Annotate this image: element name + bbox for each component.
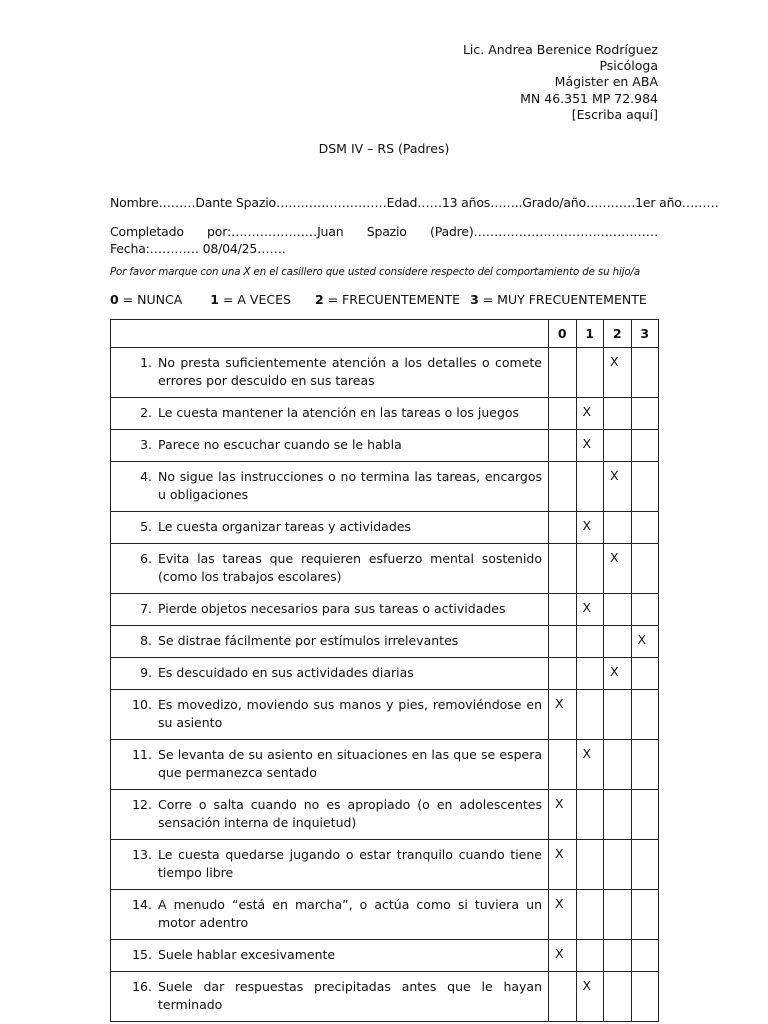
rating-cell-2[interactable] [604, 972, 632, 1022]
question-cell [111, 790, 549, 840]
table-row [111, 890, 659, 940]
rating-cell-0[interactable] [549, 840, 577, 890]
rating-cell-0[interactable] [549, 940, 577, 972]
rating-cell-2[interactable] [604, 544, 632, 594]
rating-cell-3[interactable] [631, 658, 659, 690]
table-row [111, 658, 659, 690]
table-row [111, 840, 659, 890]
completed-by-line: Completado por:…………………Juan Spazio (Padre)………………………………………Fecha:………… 08/04/25……. [110, 224, 658, 256]
rating-cell-0[interactable] [549, 790, 577, 840]
question-text: Le cuesta quedarse jugando o estar tranquilo cuando tiene tiempo libre [158, 847, 542, 880]
header-cell-item [111, 320, 549, 348]
rating-cell-3[interactable] [631, 594, 659, 626]
rating-cell-3[interactable] [631, 940, 659, 972]
document-title: DSM IV – RS (Padres) [318, 141, 450, 156]
rating-cell-2[interactable] [604, 940, 632, 972]
question-cell [111, 594, 549, 626]
rating-cell-3[interactable] [631, 740, 659, 790]
question-text: Suele hablar excesivamente [158, 947, 336, 962]
legend-code-3: 3 [470, 292, 479, 307]
rating-cell-0[interactable] [549, 594, 577, 626]
question-number: 5. [140, 519, 152, 534]
rating-cell-1[interactable] [576, 890, 604, 940]
scale-legend [110, 292, 647, 307]
rating-cell-3[interactable] [631, 626, 659, 658]
table-row [111, 940, 659, 972]
question-number: 13. [132, 847, 152, 862]
question-number: 4. [140, 469, 152, 484]
instruction-text: Por favor marque con una X en el casillero que usted considere respecto del comportamiento de su hijo/a [110, 267, 641, 278]
rating-cell-2[interactable] [604, 690, 632, 740]
rating-cell-1[interactable] [576, 594, 604, 626]
rating-cell-0[interactable] [549, 512, 577, 544]
rating-cell-0[interactable] [549, 544, 577, 594]
rating-cell-3[interactable] [631, 430, 659, 462]
question-text: Es movedizo, moviendo sus manos y pies, removiéndose en su asiento [158, 697, 542, 730]
table-row [111, 690, 659, 740]
rating-cell-0[interactable] [549, 658, 577, 690]
question-number: 9. [140, 665, 152, 680]
rating-cell-2[interactable] [604, 740, 632, 790]
question-text: Se levanta de su asiento en situaciones en las que se espera que permanezca sentado [158, 747, 542, 780]
table-row [111, 544, 659, 594]
rating-cell-0[interactable] [549, 398, 577, 430]
question-cell [111, 626, 549, 658]
rating-cell-1[interactable] [576, 690, 604, 740]
letterhead [463, 42, 658, 123]
question-text: No presta suficientemente atención a los detalles o comete errores por descuido en sus tareas [158, 355, 542, 388]
question-number: 12. [132, 797, 152, 812]
question-cell [111, 890, 549, 940]
question-cell [111, 398, 549, 430]
letterhead-placeholder: [Escriba aquí] [571, 106, 658, 122]
legend-code-2: 2 [314, 292, 324, 307]
rating-cell-2[interactable] [604, 462, 632, 512]
table-row [111, 790, 659, 840]
legend-label-3: = MUY FRECUENTEMENTE [478, 292, 647, 307]
question-cell [111, 512, 549, 544]
legend-label-0: = NUNCA [118, 292, 183, 307]
x-mark: X [555, 846, 564, 861]
rating-cell-1[interactable] [576, 512, 604, 544]
question-cell [111, 348, 549, 398]
question-text: Evita las tareas que requieren esfuerzo mental sostenido (como los trabajos escolares) [158, 551, 542, 584]
rating-cell-3[interactable] [631, 690, 659, 740]
rating-cell-2[interactable] [604, 890, 632, 940]
rating-cell-3[interactable] [631, 840, 659, 890]
rating-cell-0[interactable] [549, 690, 577, 740]
rating-cell-0[interactable] [549, 890, 577, 940]
header-cell-2: 2 [604, 320, 632, 348]
question-text: A menudo “está en marcha”, o actúa como si tuviera un motor adentro [158, 897, 542, 930]
rating-cell-2[interactable] [604, 512, 632, 544]
table-row [111, 430, 659, 462]
rating-cell-0[interactable] [549, 430, 577, 462]
question-cell [111, 544, 549, 594]
question-number: 10. [132, 697, 152, 712]
table-row [111, 626, 659, 658]
rating-cell-3[interactable] [631, 972, 659, 1022]
x-mark: X [610, 468, 619, 483]
rating-cell-1[interactable] [576, 430, 604, 462]
question-cell [111, 430, 549, 462]
letterhead-title: Psicóloga [599, 58, 658, 74]
rating-cell-1[interactable] [576, 840, 604, 890]
x-mark: X [582, 600, 592, 615]
header-cell-1: 1 [576, 320, 604, 348]
table-header-row [111, 320, 659, 348]
question-text: No sigue las instrucciones o no termina las tareas, encargos u obligaciones [158, 469, 542, 502]
rating-cell-3[interactable] [631, 890, 659, 940]
x-mark: X [582, 978, 592, 993]
question-number: 2. [140, 405, 152, 420]
table-row [111, 512, 659, 544]
question-cell [111, 462, 549, 512]
question-number: 1. [140, 355, 152, 370]
x-mark: X [582, 518, 592, 533]
rating-cell-0[interactable] [549, 626, 577, 658]
rating-cell-1[interactable] [576, 740, 604, 790]
rating-cell-1[interactable] [576, 658, 604, 690]
rating-cell-1[interactable] [576, 790, 604, 840]
rating-cell-2[interactable] [604, 348, 632, 398]
question-number: 8. [140, 633, 152, 648]
question-text: Parece no escuchar cuando se le habla [158, 437, 402, 452]
rating-cell-2[interactable] [604, 840, 632, 890]
letterhead-name: Lic. Andrea Berenice Rodríguez [462, 42, 658, 57]
rating-cell-0[interactable] [549, 740, 577, 790]
rating-cell-3[interactable] [631, 790, 659, 840]
table-row [111, 398, 659, 430]
rating-cell-1[interactable] [576, 544, 604, 594]
question-text: Es descuidado en sus actividades diarias [158, 665, 414, 680]
rating-cell-0[interactable] [549, 348, 577, 398]
rating-cell-3[interactable] [631, 398, 659, 430]
header-cell-3: 3 [631, 320, 659, 348]
x-mark: X [582, 436, 592, 451]
rating-cell-2[interactable] [604, 430, 632, 462]
rating-cell-3[interactable] [631, 512, 659, 544]
rating-cell-2[interactable] [604, 398, 632, 430]
rating-cell-1[interactable] [576, 348, 604, 398]
legend-code-0: 0 [110, 292, 119, 307]
rating-cell-2[interactable] [604, 594, 632, 626]
table-row [111, 740, 659, 790]
question-number: 3. [140, 437, 152, 452]
rating-cell-0[interactable] [549, 462, 577, 512]
patient-info-line: Nombre………Dante Spazio………………………Edad……13 años……..Grado/año…………1er año……… [110, 195, 719, 210]
x-mark: X [582, 746, 592, 761]
rating-cell-3[interactable] [631, 462, 659, 512]
letterhead-license: MN 46.351 MP 72.984 [520, 90, 658, 106]
rating-cell-3[interactable] [631, 544, 659, 594]
rating-cell-2[interactable] [604, 626, 632, 658]
question-cell [111, 972, 549, 1022]
question-number: 7. [140, 601, 152, 616]
question-cell [111, 840, 549, 890]
x-mark: X [555, 696, 564, 711]
question-number: 15. [132, 947, 152, 962]
letterhead-degree: Mágister en ABA [554, 74, 658, 90]
table-row [111, 348, 659, 398]
x-mark: X [610, 354, 619, 369]
questionnaire-table [110, 319, 659, 1022]
x-mark: X [555, 896, 564, 911]
legend-code-1: 1 [210, 292, 219, 307]
question-text: Le cuesta organizar tareas y actividades [158, 519, 411, 534]
x-mark: X [555, 796, 564, 811]
x-mark: X [555, 946, 564, 961]
x-mark: X [610, 550, 619, 565]
question-cell [111, 740, 549, 790]
header-cell-0: 0 [549, 320, 577, 348]
rating-cell-1[interactable] [576, 626, 604, 658]
rating-cell-2[interactable] [604, 790, 632, 840]
rating-cell-1[interactable] [576, 972, 604, 1022]
question-cell [111, 658, 549, 690]
rating-cell-1[interactable] [576, 462, 604, 512]
question-number: 14. [132, 897, 152, 912]
question-text: Suele dar respuestas precipitadas antes que le hayan terminado [158, 979, 542, 1012]
question-cell [111, 690, 549, 740]
legend-label-1: = A VECES [218, 292, 291, 307]
question-text: Pierde objetos necesarios para sus tareas o actividades [158, 601, 506, 616]
table-row [111, 462, 659, 512]
x-mark: X [637, 632, 647, 647]
x-mark: X [582, 404, 592, 419]
question-text: Se distrae fácilmente por estímulos irrelevantes [158, 633, 459, 648]
question-number: 11. [132, 747, 152, 762]
table-row [111, 972, 659, 1022]
question-number: 16. [132, 979, 152, 994]
rating-cell-3[interactable] [631, 348, 659, 398]
question-number: 6. [140, 551, 152, 566]
x-mark: X [610, 664, 619, 679]
question-cell [111, 940, 549, 972]
question-text: Le cuesta mantener la atención en las tareas o los juegos [158, 405, 520, 420]
table-row [111, 594, 659, 626]
rating-cell-2[interactable] [604, 658, 632, 690]
rating-cell-1[interactable] [576, 398, 604, 430]
legend-label-2: = FRECUENTEMENTE [323, 292, 461, 307]
question-text: Corre o salta cuando no es apropiado (o en adolescentes sensación interna de inquietud) [158, 797, 542, 830]
rating-cell-0[interactable] [549, 972, 577, 1022]
rating-cell-1[interactable] [576, 940, 604, 972]
